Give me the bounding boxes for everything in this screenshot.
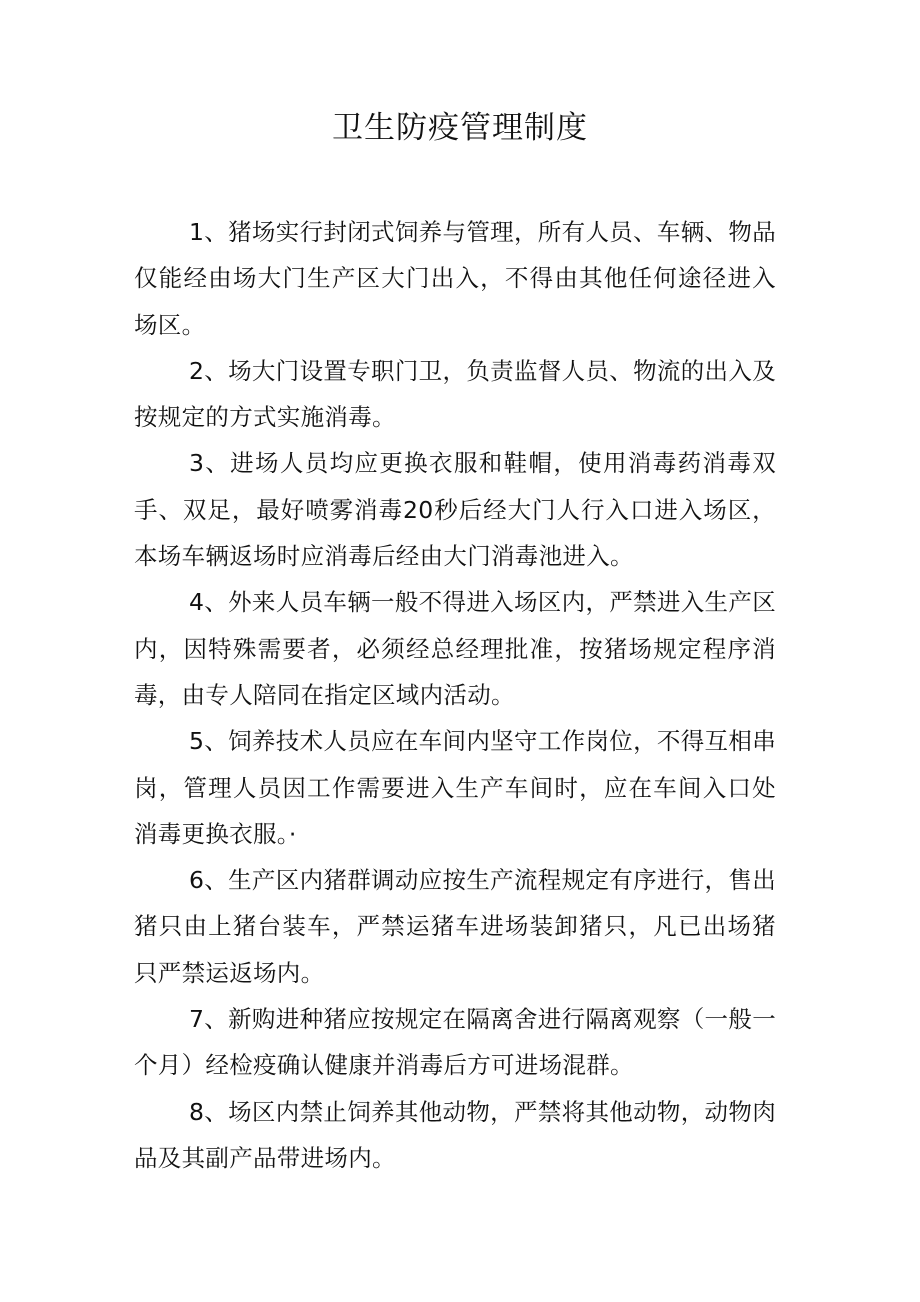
clause-5: 5、饲养技术人员应在车间内坚守工作岗位，不得互相串岗，管理人员因工作需要进入生产车间时，应在车间入口处消毒更换衣服。· bbox=[134, 727, 776, 848]
document-body bbox=[134, 209, 776, 1181]
clause-7: 7、新购进种猪应按规定在隔离舍进行隔离观察（一般一个月）经检疫确认健康并消毒后方可进场混群。 bbox=[134, 1005, 776, 1080]
clause-2: 2、场大门设置专职门卫，负责监督人员、物流的出入及按规定的方式实施消毒。 bbox=[134, 356, 776, 432]
document-title: 卫生防疫管理制度 bbox=[332, 110, 588, 146]
clause-6: 6、生产区内猪群调动应按生产流程规定有序进行，售出猪只由上猪台装车，严禁运猪车进场装卸猪只，凡已出场猪只严禁运返场内。 bbox=[134, 866, 776, 987]
clause-1: 1、猪场实行封闭式饲养与管理，所有人员、车辆、物品仅能经由场大门生产区大门出入，不得由其他任何途径进入场区。 bbox=[134, 218, 776, 339]
clause-8: 8、场区内禁止饲养其他动物，严禁将其他动物，动物肉品及其副产品带进场内。 bbox=[134, 1097, 776, 1172]
clause-3: 3、进场人员均应更换衣服和鞋帽，使用消毒药消毒双手、双足，最好喷雾消毒20秒后经大门人行入口进入场区，本场车辆返场时应消毒后经由大门消毒池进入。 bbox=[134, 449, 776, 571]
clause-4: 4、外来人员车辆一般不得进入场区内，严禁进入生产区内，因特殊需要者，必须经总经理批准，按猪场规定程序消毒，由专人陪同在指定区域内活动。 bbox=[134, 588, 776, 709]
